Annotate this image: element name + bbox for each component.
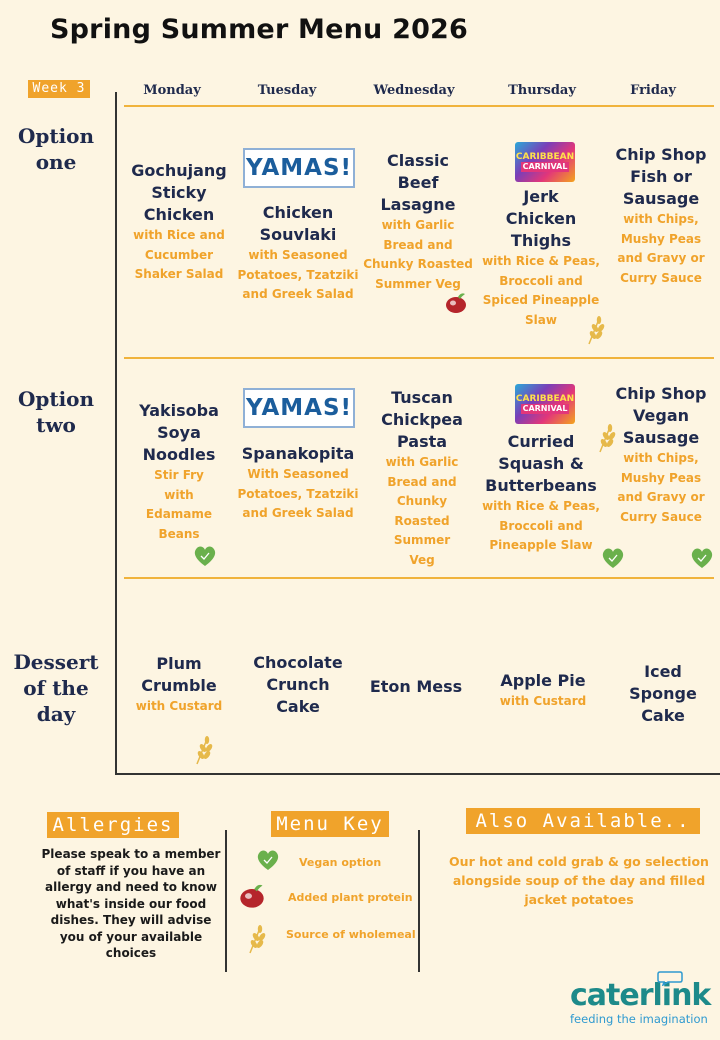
key-label-vegan: Vegan option (299, 856, 382, 869)
menu-item (479, 186, 603, 330)
vegan-heart-icon (600, 546, 626, 570)
dish-name: Tuscan Chickpea Pasta (381, 388, 463, 451)
also-available-text: Our hot and cold grab & go selection alongside soup of the day and filled jacket potatoes (449, 854, 709, 907)
row-label-option-one: Option one (17, 124, 95, 174)
vegan-heart-icon (192, 544, 218, 568)
menu-item (599, 144, 720, 288)
dish-name: Spanakopita (241, 444, 355, 463)
dish-name: Chocolate Crunch Cake (253, 653, 343, 716)
wheat-icon (193, 733, 213, 765)
caribbean-carnival-logo (515, 142, 575, 182)
logo-text-bottom: CARNIVAL (522, 162, 568, 171)
dish-description: with Rice & Peas, Broccoli and Spiced Pineapple Slaw (482, 254, 600, 327)
row-label-option-two: Option two (17, 387, 95, 437)
plant-protein-icon (238, 883, 266, 909)
allergies-heading: Allergies (47, 812, 179, 838)
bottom-divider-1 (225, 830, 227, 972)
dish-name: Apple Pie (500, 671, 586, 690)
logo-tagline: feeding the imagination (570, 1012, 708, 1026)
menu-item (117, 653, 241, 717)
menu-item (479, 431, 603, 556)
yamas-logo: YAMAS! (243, 148, 355, 188)
menu-item (356, 150, 480, 294)
dish-name: Yakisoba Soya Noodles (139, 401, 219, 464)
row-label-dessert: Dessert of the day (13, 650, 99, 726)
day-tuesday: Tuesday (257, 83, 317, 98)
dish-description: with Seasoned Potatoes, Tzatziki and Greek Salad (237, 248, 359, 301)
logo-wordmark: caterlink (570, 978, 711, 1013)
menu-item (599, 383, 720, 527)
menu-item (117, 160, 241, 285)
menu-item (117, 400, 241, 544)
day-monday: Monday (143, 83, 201, 98)
dish-name: Curried Squash & Butterbeans (485, 432, 597, 495)
dish-description: with Custard (135, 699, 223, 713)
dish-description: with Rice and Cucumber Shaker Salad (133, 228, 225, 281)
dish-description: with Rice & Peas, Broccoli and Pineapple Slaw (482, 499, 600, 552)
menu-item (360, 387, 484, 570)
dish-name: Chip Shop Vegan Sausage (615, 384, 707, 447)
page-title: Spring Summer Menu 2026 (50, 14, 469, 45)
wheat-icon (246, 922, 266, 954)
logo-text-top: CARIBBEAN (515, 152, 575, 162)
vegan-heart-icon (255, 848, 281, 872)
dish-name: Gochujang Sticky Chicken (131, 161, 227, 224)
speech-bubble-icon (656, 970, 684, 986)
key-label-wholemeal: Source of wholemeal (286, 928, 416, 941)
vegan-heart-icon (689, 546, 715, 570)
dish-description: with Garlic Bread and Chunky Roasted Summer Veg (385, 455, 459, 567)
day-friday: Friday (630, 83, 676, 98)
menu-key-heading: Menu Key (271, 811, 389, 837)
row-divider-1 (124, 357, 714, 359)
caribbean-carnival-logo (515, 384, 575, 424)
dish-description: Stir Fry with Edamame Beans (145, 468, 213, 541)
day-wednesday: Wednesday (373, 83, 455, 98)
day-thursday: Thursday (508, 83, 576, 98)
dish-description: with Custard (499, 694, 587, 708)
dish-name: Chicken Souvlaki (259, 203, 337, 244)
also-available-heading: Also Available.. (466, 808, 700, 834)
dish-name: Chip Shop Fish or Sausage (615, 145, 707, 208)
menu-item (481, 670, 605, 712)
dish-description: With Seasoned Potatoes, Tzatziki and Greek Salad (237, 467, 359, 520)
dish-name: Plum Crumble (141, 654, 217, 695)
menu-item (236, 202, 360, 305)
grid-bottom-border (115, 773, 720, 775)
bottom-divider-2 (418, 830, 420, 972)
allergies-text: Please speak to a member of staff if you have an allergy and need to know what's inside our food dishes. They will advise you of your available choices (41, 847, 221, 960)
menu-item (236, 652, 360, 718)
dish-name: Eton Mess (369, 677, 463, 696)
dish-description: with Chips, Mushy Peas and Gravy or Curry Sauce (617, 451, 705, 524)
wheat-icon (585, 313, 605, 345)
dish-name: Classic Beef Lasagne (380, 151, 456, 214)
yamas-logo: YAMAS! (243, 388, 355, 428)
dish-description: with Chips, Mushy Peas and Gravy or Curry Sauce (617, 212, 705, 285)
row-divider-2 (124, 577, 714, 579)
plant-protein-icon (444, 292, 468, 314)
dish-name: Iced Sponge Cake (629, 662, 697, 725)
header-divider (124, 105, 714, 107)
week-badge: Week 3 (28, 80, 90, 98)
menu-item (236, 443, 360, 524)
menu-item (601, 661, 720, 727)
logo-text-bottom: CARNIVAL (522, 404, 568, 413)
dish-description: with Garlic Bread and Chunky Roasted Summer Veg (363, 218, 473, 291)
dish-name: Jerk Chicken Thighs (505, 187, 577, 250)
key-label-plant-protein: Added plant protein (288, 891, 413, 904)
menu-item (354, 676, 478, 698)
caterlink-logo (570, 980, 710, 1026)
logo-text-top: CARIBBEAN (515, 394, 575, 404)
